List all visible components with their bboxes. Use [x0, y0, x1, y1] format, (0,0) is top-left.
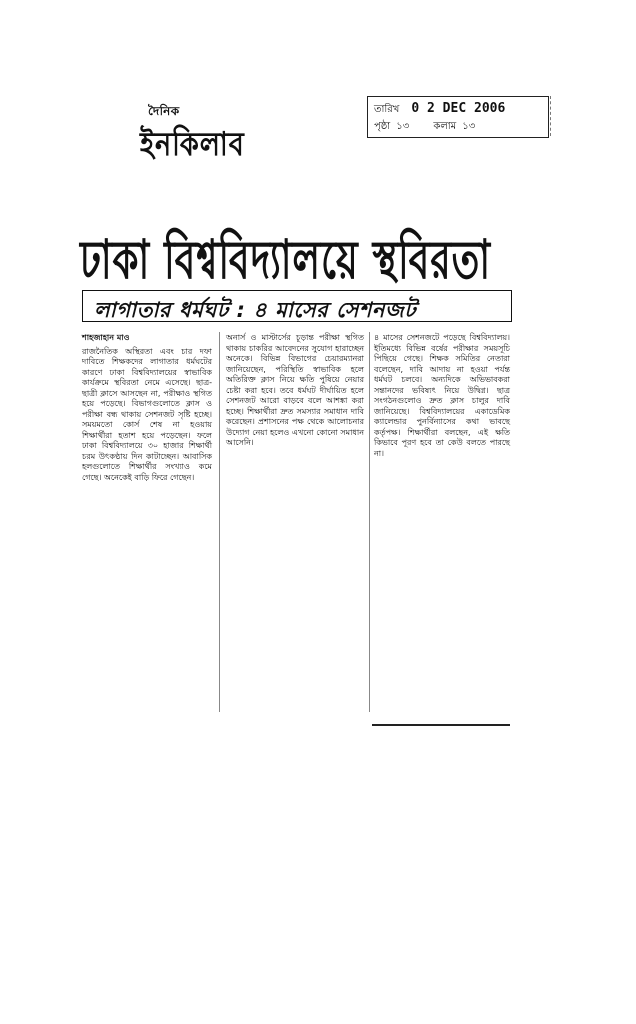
masthead-prefix: দৈনিক — [148, 104, 180, 118]
article-end-rule — [372, 724, 510, 726]
article-subheadline: লাগাতার ধর্মঘট : ৪ মাসের সেশনজট — [94, 298, 417, 322]
stamp-column-label: কলাম — [433, 121, 457, 132]
column-divider — [219, 332, 220, 712]
stamp-edge-marks — [550, 96, 555, 136]
column-divider — [369, 332, 370, 712]
stamp-column: ১৩ — [462, 121, 476, 132]
stamp-date-label: তারিখ — [374, 104, 400, 115]
stamp-date: 0 2 DEC 2006 — [411, 101, 506, 116]
stamp-page-row — [374, 119, 475, 136]
byline: শাহজাহান মাও — [82, 333, 130, 342]
stamp-page-label: পৃষ্ঠা — [374, 121, 391, 132]
article-headline: ঢাকা বিশ্ববিদ্যালয়ে স্থবিরতা — [80, 228, 492, 291]
column-2-text: অনার্স ও মাস্টার্সের চূড়ান্ত পরীক্ষা স্থগিত থাকায় চাকরির আবেদনের সুযোগ হারাচ্ছেন অনেকে। বিভিন্ন বিভাগের চেয়ারম্যানরা জানিয়েছেন, পরিস্থিতি স্বাভাবিক হলে অতিরিক্ত ক্লাস নিয়ে ক্ষতি পুষিয়ে নেয়ার চেষ্টা করা হবে। তবে ধর্মঘট দীর্ঘায়িত হলে সেশনজট আরো বাড়বে বলে আশঙ্কা করা হচ্ছে। শিক্ষার্থীরা দ্রুত সমস্যার সমাধান দাবি করেছেন। প্রশাসনের পক্ষ থেকে আলোচনার উদ্যোগ নেয়া হলেও এখনো কোনো সমাধান আসেনি। — [226, 333, 364, 447]
article-column-3 — [374, 333, 510, 459]
column-1-text: রাজনৈতিক অস্থিরতা এবং চার দফা দাবিতে শিক্ষকদের লাগাতার ধর্মঘটের কারণে ঢাকা বিশ্ববিদ্যালয়ের স্বাভাবিক কার্যক্রমে স্থবিরতা নেমে এসেছে। ছাত্র-ছাত্রী ক্লাসে আসছেন না, পরীক্ষাও স্থগিত হয়ে পড়েছে। বিভাগগুলোতে ক্লাস ও পরীক্ষা বন্ধ থাকায় সেশনজট সৃষ্টি হচ্ছে। সময়মতো কোর্স শেষ না হওয়ায় শিক্ষার্থীরা হতাশ হয়ে পড়েছেন। ফলে ঢাকা বিশ্ববিদ্যালয়ে ৩০ হাজার শিক্ষার্থী চরম উৎকণ্ঠায় দিন কাটাচ্ছেন। আবাসিক হলগুলোতে শিক্ষার্থীর সংখ্যাও কমে গেছে। অনেকেই বাড়ি ফিরে গেছেন। — [82, 346, 212, 482]
archive-stamp — [367, 96, 549, 138]
column-3-text: ৪ মাসের সেশনজটে পড়েছে বিশ্ববিদ্যালয়। ইতিমধ্যে বিভিন্ন বর্ষের পরীক্ষার সময়সূচি পিছিয়ে গেছে। শিক্ষক সমিতির নেতারা বলেছেন, দাবি আদায় না হওয়া পর্যন্ত ধর্মঘট চলবে। অন্যদিকে অভিভাবকরা সন্তানদের ভবিষ্যৎ নিয়ে উদ্বিগ্ন। ছাত্র সংগঠনগুলোও দ্রুত ক্লাস চালুর দাবি জানিয়েছে। বিশ্ববিদ্যালয়ের একাডেমিক ক্যালেন্ডার পুনর্বিন্যাসের কথা ভাবছে কর্তৃপক্ষ। শিক্ষার্থীরা বলছেন, এই ক্ষতি কিভাবে পূরণ হবে তা কেউ বলতে পারছে না। — [374, 333, 510, 458]
stamp-date-row — [374, 101, 505, 119]
article-column-1 — [82, 333, 212, 483]
stamp-page: ১৩ — [396, 121, 410, 132]
newspaper-name: ইনকিলাব — [140, 126, 245, 164]
article-column-2 — [226, 333, 364, 449]
